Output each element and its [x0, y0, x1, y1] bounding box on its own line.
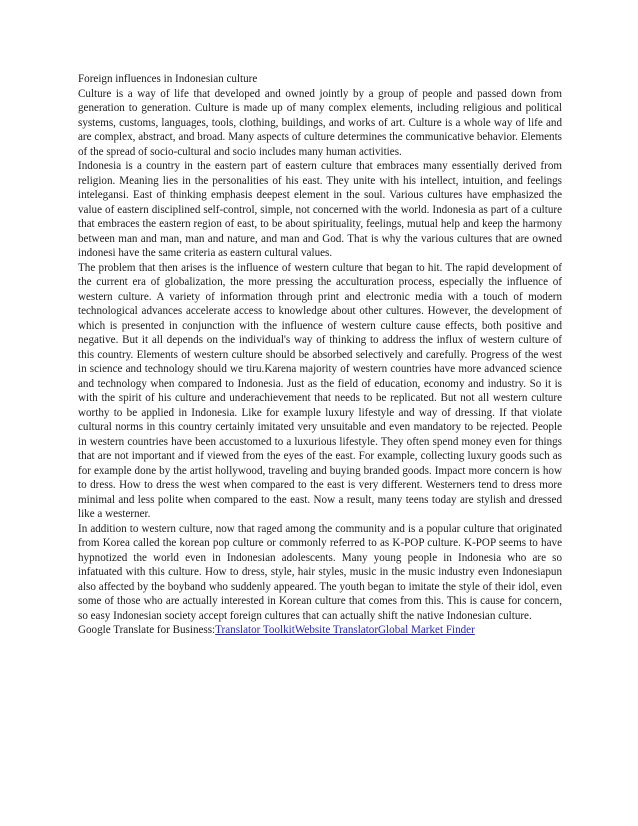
paragraph-indonesian-eastern-culture: Indonesia is a country in the eastern part of eastern culture that embraces many essentially derived from religion. Meaning lies in the personalities of his east. They unite with his intellect, intuition, and feelings intelegansi. East of thinking emphasis deepest element in the soul. Various cultures have emphasized the value of eastern disciplined self-control, simple, not concerned with the world. Indonesia as part of a culture that embraces the eastern region of east, to be about spirituality, feelings, mutual help and keep the harmony between man and man, man and nature, and man and God. That is why the various cultures that are owned indonesi have the same criteria as eastern cultural values. — [78, 160, 562, 259]
paragraph-western-influence: The problem that then arises is the influence of western culture that began to hit. The rapid development of the current era of globalization, the more pressing the acculturation process, especially the influence of western culture. A variety of information through print and electronic media with a touch of modern technological advances accelerate access to knowledge about other cultures. However, the development of which is presented in conjunction with the influence of western culture cause effects, both positive and negative. But it all depends on the individual's way of thinking to address the influx of western culture of this country. Elements of western culture should be absorbed selectively and carefully. Progress of the west in science and technology should we tiru.Karena majority of western countries have more advanced science and technology when compared to Indonesia. Just as the field of education, economy and industry. So it is with the spirit of his culture and underachievement that needs to be replicated. But not all western culture worthy to be applied in Indonesia. Like for example luxury lifestyle and way of dressing. If that violate cultural norms in this country certainly imitated very unsuitable and even mandatory to be rejected. People in western countries have been accustomed to a luxurious lifestyle. They often spend money even for things that are not important and if viewed from the eyes of the east. For example, collecting luxury goods such as for example done by the artist hollywood, traveling and buying branded goods. Impact more concern is how to dress. How to dress the west when compared to the east is very different. Westerners tend to dress more minimal and less polite when compared to the east. Now a result, many teens today are stylish and dressed like a westerner. — [78, 261, 562, 520]
paragraph-culture-definition: Culture is a way of life that developed and owned jointly by a group of people and passed down from generation to generation. Culture is made up of many complex elements, including religious and political systems, customs, languages, tools, clothing, buildings, and works of art. Culture is a whole way of life and are complex, abstract, and broad. Many aspects of culture determines the communicative behavior. Elements of the spread of socio-cultural and socio includes many human activities. — [78, 87, 562, 158]
document-title: Foreign influences in Indonesian culture — [78, 73, 258, 85]
website-translator-link[interactable]: Website Translator — [294, 624, 379, 636]
document-body — [78, 72, 562, 638]
translate-footer — [78, 623, 562, 638]
translator-toolkit-link[interactable]: Translator Toolkit — [215, 624, 295, 636]
global-market-finder-link[interactable]: Global Market Finder — [378, 624, 475, 636]
footer-prefix: Google Translate for Business: — [78, 624, 216, 636]
paragraph-kpop-influence: In addition to western culture, now that raged among the community and is a popular culture that originated from Korea called the korean pop culture or commonly referred to as K-POP culture. K-POP seems to have hypnotized the world even in Indonesian adolescents. Many young people in Indonesia who are so infatuated with this culture. How to dress, style, hair styles, music in the music industry even Indonesiapun also affected by the boyband who suddenly appeared. The youth began to imitate the style of their idol, even some of those who are actually interested in Korean culture that comes from this. This is cause for concern, so easy Indonesian society accept foreign cultures that can actually shift the native Indonesian culture. — [78, 522, 562, 622]
